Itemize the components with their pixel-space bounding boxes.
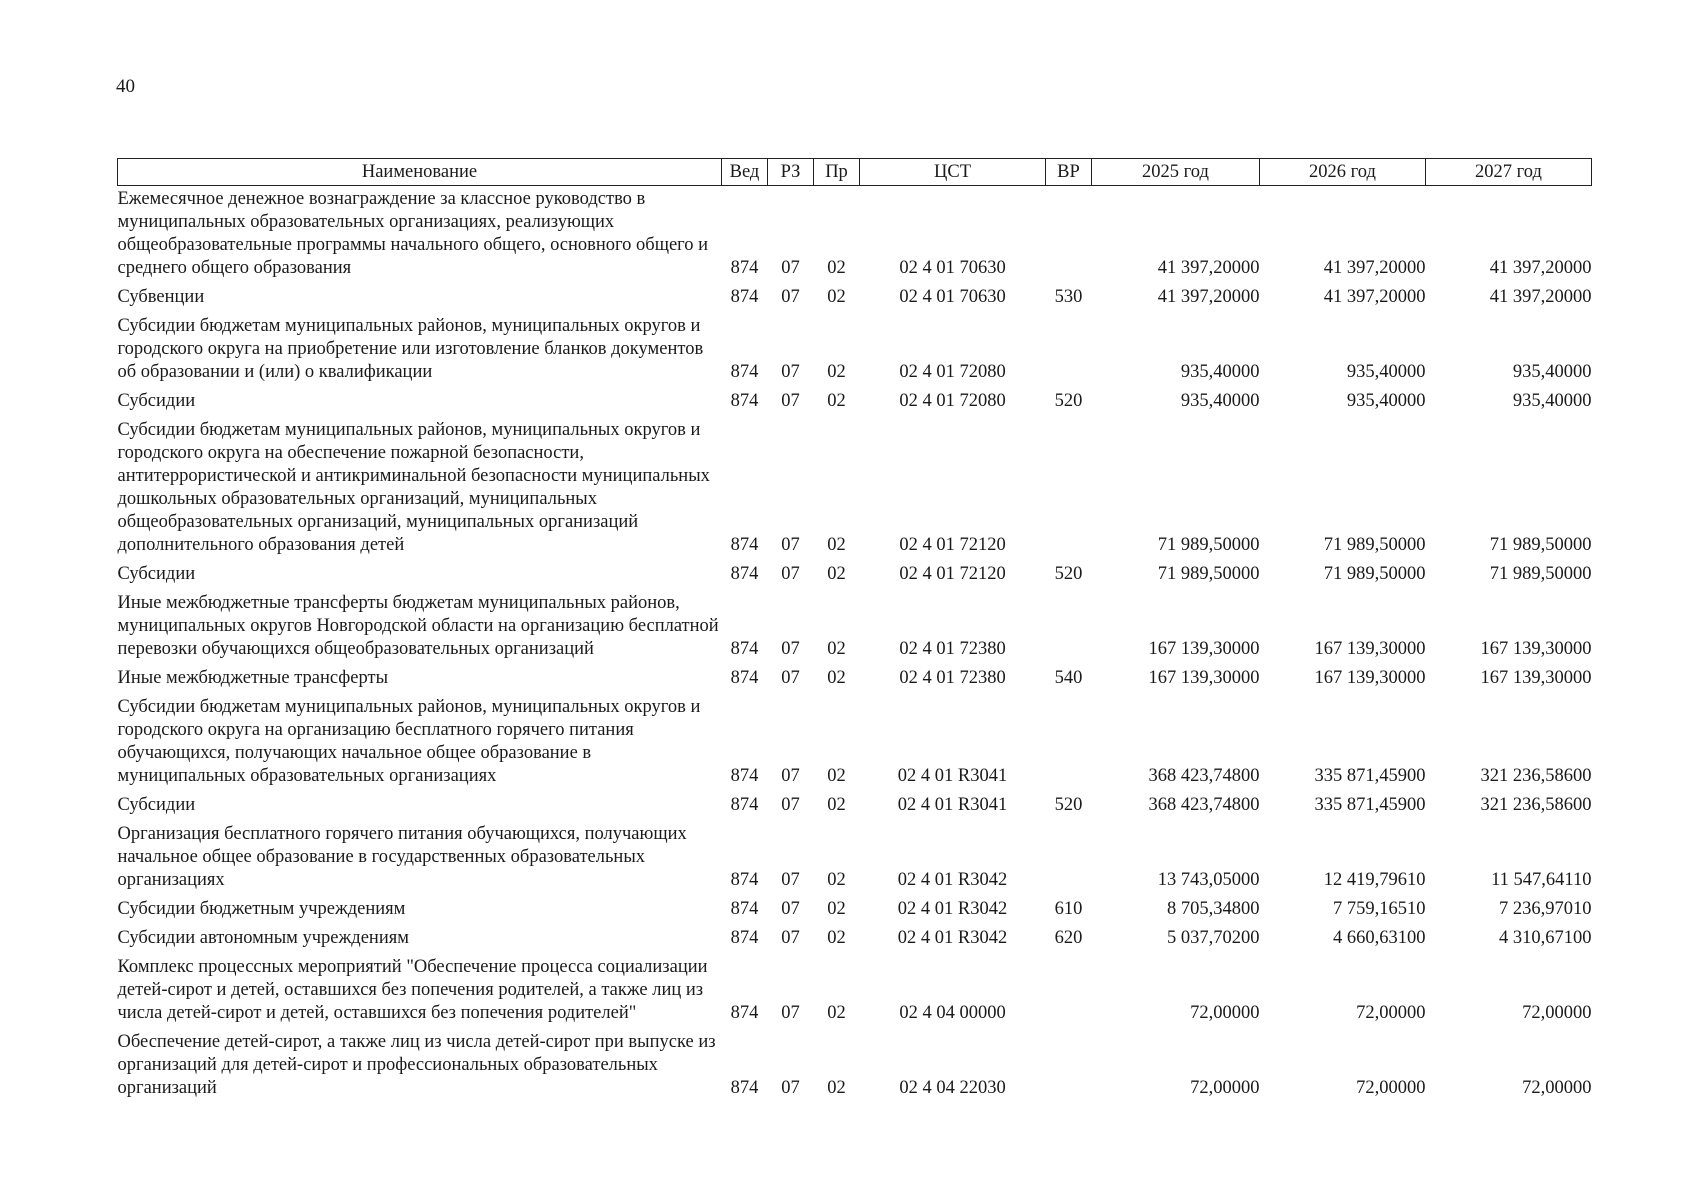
- row-vr: 540: [1054, 668, 1083, 688]
- row-2026: 71 989,50000: [1323, 564, 1426, 584]
- row-vr: [1046, 690, 1092, 788]
- row-name: Субсидии: [117, 795, 196, 815]
- row-cst: 02 4 01 72380: [899, 639, 1006, 659]
- row-pr: 02: [827, 639, 846, 659]
- row-2025: 72,00000: [1190, 1003, 1260, 1023]
- row-2026: 72,00000: [1356, 1078, 1426, 1098]
- header-vr: ВР: [1046, 159, 1092, 186]
- row-2027: 72,00000: [1522, 1078, 1592, 1098]
- row-2027: 7 236,97010: [1499, 899, 1592, 919]
- row-pr: 02: [827, 870, 846, 890]
- row-cst: 02 4 04 22030: [899, 1078, 1006, 1098]
- header-ved: Вед: [722, 159, 768, 186]
- header-name: Наименование: [118, 159, 722, 186]
- header-2025: 2025 год: [1092, 159, 1260, 186]
- row-2026: 935,40000: [1346, 362, 1426, 382]
- row-name: Комплекс процессных мероприятий "Обеспечение процесса социализации детей-сирот и детей, оставшихся без попечения родителей, а также лиц из числа детей-сирот и детей, оставшихся без попечения родителей": [117, 957, 708, 1023]
- row-name: Ежемесячное денежное вознаграждение за классное руководство в муниципальных образовательных организациях, реализующих общеобразовательные программы начального общего, основного общего и среднего общего образования: [117, 189, 709, 278]
- row-cst: 02 4 01 72120: [899, 535, 1006, 555]
- row-2025: 41 397,20000: [1157, 258, 1260, 278]
- row-pr: 02: [827, 391, 846, 411]
- row-ved: 874: [730, 535, 759, 555]
- row-cst: 02 4 04 00000: [899, 1003, 1006, 1023]
- row-rz: 07: [781, 535, 800, 555]
- row-2027: 71 989,50000: [1489, 535, 1592, 555]
- row-cst: 02 4 01 70630: [899, 258, 1006, 278]
- row-cst: 02 4 01 70630: [899, 287, 1006, 307]
- row-ved: 874: [730, 928, 759, 948]
- row-2027: 71 989,50000: [1489, 564, 1592, 584]
- row-ved: 874: [730, 639, 759, 659]
- row-name: Иные межбюджетные трансферты: [117, 668, 389, 688]
- header-2027: 2027 год: [1426, 159, 1592, 186]
- row-pr: 02: [827, 766, 846, 786]
- row-name: Иные межбюджетные трансферты бюджетам муниципальных районов, муниципальных округов Новгородской области на организацию бесплатной перевозки обучающихся общеобразовательных организаций: [117, 593, 719, 659]
- row-rz: 07: [781, 899, 800, 919]
- row-vr: [1046, 309, 1092, 384]
- row-vr: 520: [1054, 795, 1083, 815]
- row-vr: [1046, 186, 1092, 281]
- row-2027: 321 236,58600: [1480, 795, 1592, 815]
- table-row: [118, 280, 1592, 309]
- row-ved: 874: [730, 391, 759, 411]
- header-2026: 2026 год: [1260, 159, 1426, 186]
- table-row: [118, 1025, 1592, 1100]
- table-header-row: [118, 159, 1592, 186]
- row-rz: 07: [781, 287, 800, 307]
- row-2025: 368 423,74800: [1148, 795, 1260, 815]
- row-2027: 72,00000: [1522, 1003, 1592, 1023]
- row-vr: [1046, 817, 1092, 892]
- table-row: [118, 661, 1592, 690]
- row-pr: 02: [827, 1003, 846, 1023]
- row-ved: 874: [730, 287, 759, 307]
- row-cst: 02 4 01 R3042: [897, 899, 1008, 919]
- row-pr: 02: [827, 899, 846, 919]
- row-2026: 12 419,79610: [1323, 870, 1426, 890]
- row-pr: 02: [827, 535, 846, 555]
- row-ved: 874: [730, 258, 759, 278]
- header-rz: РЗ: [768, 159, 814, 186]
- row-2025: 8 705,34800: [1167, 899, 1260, 919]
- table-row: [118, 557, 1592, 586]
- row-vr: 620: [1054, 928, 1083, 948]
- table-row: [118, 586, 1592, 661]
- row-vr: 530: [1054, 287, 1083, 307]
- row-2025: 935,40000: [1180, 391, 1260, 411]
- row-pr: 02: [827, 362, 846, 382]
- table-row: [118, 690, 1592, 788]
- row-cst: 02 4 01 R3042: [897, 928, 1008, 948]
- row-ved: 874: [730, 668, 759, 688]
- row-2026: 72,00000: [1356, 1003, 1426, 1023]
- row-rz: 07: [781, 766, 800, 786]
- row-2025: 5 037,70200: [1167, 928, 1260, 948]
- row-2027: 167 139,30000: [1480, 639, 1592, 659]
- row-2026: 167 139,30000: [1314, 668, 1426, 688]
- table-row: [118, 384, 1592, 413]
- row-ved: 874: [730, 870, 759, 890]
- row-cst: 02 4 01 72080: [899, 391, 1006, 411]
- row-2025: 72,00000: [1190, 1078, 1260, 1098]
- row-2025: 13 743,05000: [1157, 870, 1260, 890]
- row-pr: 02: [827, 795, 846, 815]
- row-rz: 07: [781, 668, 800, 688]
- row-2025: 167 139,30000: [1148, 668, 1260, 688]
- row-rz: 07: [781, 564, 800, 584]
- row-2027: 321 236,58600: [1480, 766, 1592, 786]
- row-pr: 02: [827, 668, 846, 688]
- header-pr: Пр: [814, 159, 860, 186]
- row-2026: 41 397,20000: [1323, 287, 1426, 307]
- row-vr: [1046, 586, 1092, 661]
- row-name: Субсидии: [117, 391, 196, 411]
- table-row: [118, 788, 1592, 817]
- row-2025: 41 397,20000: [1157, 287, 1260, 307]
- row-rz: 07: [781, 928, 800, 948]
- row-vr: 520: [1054, 391, 1083, 411]
- row-name: Организация бесплатного горячего питания обучающихся, получающих начальное общее образование в государственных образовательных организациях: [117, 824, 687, 890]
- row-rz: 07: [781, 1003, 800, 1023]
- row-name: Субсидии: [117, 564, 196, 584]
- row-2027: 4 310,67100: [1499, 928, 1592, 948]
- row-2026: 167 139,30000: [1314, 639, 1426, 659]
- row-ved: 874: [730, 1003, 759, 1023]
- row-2026: 335 871,45900: [1314, 795, 1426, 815]
- row-2026: 335 871,45900: [1314, 766, 1426, 786]
- table-row: [118, 309, 1592, 384]
- row-ved: 874: [730, 564, 759, 584]
- row-rz: 07: [781, 391, 800, 411]
- row-2026: 4 660,63100: [1333, 928, 1426, 948]
- row-name: Субсидии бюджетным учреждениям: [117, 899, 406, 919]
- row-2026: 41 397,20000: [1323, 258, 1426, 278]
- row-2026: 935,40000: [1346, 391, 1426, 411]
- row-cst: 02 4 01 R3041: [897, 766, 1008, 786]
- row-pr: 02: [827, 258, 846, 278]
- row-pr: 02: [827, 564, 846, 584]
- row-cst: 02 4 01 72080: [899, 362, 1006, 382]
- row-cst: 02 4 01 R3041: [897, 795, 1008, 815]
- row-2026: 7 759,16510: [1333, 899, 1426, 919]
- row-name: Субвенции: [117, 287, 205, 307]
- table-body: [118, 186, 1592, 1101]
- row-2025: 71 989,50000: [1157, 564, 1260, 584]
- row-vr: [1046, 1025, 1092, 1100]
- table-row: [118, 921, 1592, 950]
- row-name: Обеспечение детей-сирот, а также лиц из числа детей-сирот при выпуске из организаций для детей-сирот и профессиональных образовательных организаций: [117, 1032, 716, 1098]
- row-name: Субсидии бюджетам муниципальных районов, муниципальных округов и городского округа на приобретение или изготовление бланков документов об образовании и (или) о квалификации: [117, 316, 704, 382]
- table-row: [118, 892, 1592, 921]
- row-name: Субсидии бюджетам муниципальных районов, муниципальных округов и городского округа на обеспечение пожарной безопасности, антитеррористической и антикриминальной безопасности муниципальных дошкольных образовательных организаций, муниципальных общеобразовательных организаций, муниципальных организаций дополнительного образования детей: [117, 420, 710, 555]
- row-2025: 71 989,50000: [1157, 535, 1260, 555]
- table-row: [118, 950, 1592, 1025]
- row-rz: 07: [781, 639, 800, 659]
- row-name: Субсидии бюджетам муниципальных районов, муниципальных округов и городского округа на организацию бесплатного горячего питания обучающихся, получающих начальное общее образование в муниципальных образовательных организациях: [117, 697, 701, 786]
- row-2027: 41 397,20000: [1489, 287, 1592, 307]
- row-cst: 02 4 01 72120: [899, 564, 1006, 584]
- row-2027: 167 139,30000: [1480, 668, 1592, 688]
- row-rz: 07: [781, 258, 800, 278]
- row-pr: 02: [827, 1078, 846, 1098]
- table-row: [118, 186, 1592, 281]
- row-rz: 07: [781, 362, 800, 382]
- row-vr: 610: [1054, 899, 1083, 919]
- row-2027: 935,40000: [1512, 362, 1592, 382]
- row-ved: 874: [730, 766, 759, 786]
- budget-table: [117, 158, 1592, 1100]
- row-ved: 874: [730, 362, 759, 382]
- row-2025: 368 423,74800: [1148, 766, 1260, 786]
- row-2027: 935,40000: [1512, 391, 1592, 411]
- row-vr: [1046, 413, 1092, 557]
- row-ved: 874: [730, 795, 759, 815]
- row-ved: 874: [730, 899, 759, 919]
- row-cst: 02 4 01 R3042: [897, 870, 1008, 890]
- row-rz: 07: [781, 1078, 800, 1098]
- row-2025: 935,40000: [1180, 362, 1260, 382]
- row-pr: 02: [827, 928, 846, 948]
- row-2026: 71 989,50000: [1323, 535, 1426, 555]
- row-2025: 167 139,30000: [1148, 639, 1260, 659]
- row-rz: 07: [781, 795, 800, 815]
- row-2027: 41 397,20000: [1489, 258, 1592, 278]
- table-row: [118, 413, 1592, 557]
- row-vr: [1046, 950, 1092, 1025]
- table-row: [118, 817, 1592, 892]
- row-ved: 874: [730, 1078, 759, 1098]
- page-number: 40: [116, 76, 135, 97]
- row-vr: 520: [1054, 564, 1083, 584]
- row-2027: 11 547,64110: [1491, 870, 1592, 890]
- row-name: Субсидии автономным учреждениям: [117, 928, 409, 948]
- row-cst: 02 4 01 72380: [899, 668, 1006, 688]
- row-pr: 02: [827, 287, 846, 307]
- header-cst: ЦСТ: [860, 159, 1046, 186]
- row-rz: 07: [781, 870, 800, 890]
